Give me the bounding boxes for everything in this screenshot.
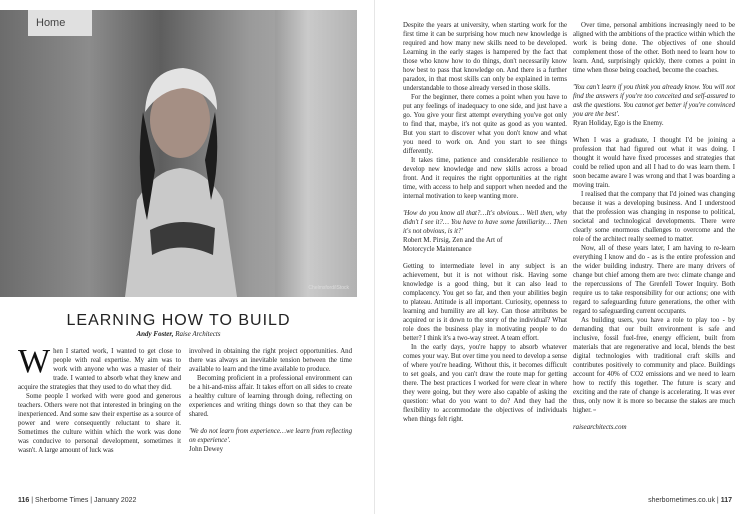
footer-right <box>648 497 732 504</box>
pull-quote: 'We do not learn from experience…we learn from reflecting on experience'. <box>189 428 352 444</box>
paragraph: Now, all of these years later, I am having to re-learn everything I know and do - as is the entire profession and the wider building industry. There are many drivers of change but chief among them are two: climate change and the repercussions of The Grenfell Tower Inquiry. Both require us to take responsibility for our actions; one with regard to safeguarding future generations, the other with regard to safeguarding current occupants. <box>573 245 735 315</box>
author-name: Andy Foster, <box>136 330 174 338</box>
left-column-1 <box>18 343 181 455</box>
pull-quote: 'You can't learn if you think you already know. You will not find the answers if you're too conceited and self-assured to ask the questions. You cannot get better if you're convinced you are the best'. <box>573 84 735 118</box>
worker-figure-illustration <box>95 50 265 297</box>
paragraph: It takes time, patience and considerable resilience to develop new knowledge and new skills across a broad front. And it requires the right opportunities at the right time, with access to help and support when needed and the internal motivation to keep wanting more. <box>403 157 567 200</box>
paragraph: I realised that the company that I'd joined was changing because it was a developing business. And I understood that the profession was changing in response to political, societal and technological developments. There were clearly some enormous challenges to overcome and the role of the architect really seemed to matter. <box>573 191 735 243</box>
paragraph: hen I started work, I wanted to get close to people with real expertise. My aim was to work with anyone who was a master of their trade. I wanted to absorb what they knew and acquire the strategies that they used to do what they did. <box>18 348 181 391</box>
page-number: 116 <box>18 497 30 504</box>
page-number: 117 <box>720 497 732 504</box>
paragraph: Getting to intermediate level in any subject is an achievement, but it is not without risk. Having some knowledge is a good thing, but it can also lead to complacency. You get so far, and then your abilities begin to plateau. Attitude is all important. Curiosity, openness to learning and humility are all key. Can those attributes be acquired or is it down to the story of the individual? What role does the business play in motivating people to do better? I think it's a two-way street. A team effort. <box>403 263 567 342</box>
byline <box>0 330 357 338</box>
section-tab-home[interactable]: Home <box>28 10 92 36</box>
footer-publication: | Sherborne Times | January 2022 <box>31 497 137 504</box>
article-photo <box>0 10 357 297</box>
pull-quote: 'How do you know all that?…It's obvious… Well then, why didn't I see it?… You have to have some familiarity… Then it's not obvious, is it?' <box>403 210 567 235</box>
author-organisation: Raise Architects <box>175 330 221 338</box>
photo-wall <box>275 10 357 297</box>
paragraph: When I was a graduate, I thought I'd be joining a profession that had figured out what it was doing. I thought it would have fixed processes and strategies that could be relied upon and all I had to do was learn them. I soon became aware I was wrong and that I was boarding a moving train. <box>573 137 735 189</box>
paragraph: Some people I worked with were good and generous teachers. Others were not that interested in bringing on the inexperienced. And some saw their expertise as a source of power and were consequently reluctant to share it. Sometimes the culture within which the work was done was conducive to personal development, sometimes it wasn't. A large amount of luck was <box>18 393 181 454</box>
quote-attribution: John Dewey <box>189 446 224 453</box>
photo-credit: Chelmsford/iStock <box>308 285 349 291</box>
right-column-2 <box>573 21 735 432</box>
footer-website: sherbornetimes.co.uk | <box>648 497 719 504</box>
paragraph: For the beginner, there comes a point when you have to put any feelings of inadequacy to one side, and just have a go. You give your first attempt everything you've got only to find that, maybe, it's not quite as good as you wanted. But you start to discover what you don't know and what you need to work on. And you start to see things differently. <box>403 94 567 155</box>
drop-cap: W <box>18 343 51 380</box>
right-column-1 <box>403 21 567 424</box>
quote-attribution: Robert M. Pirsig, Zen and the Art of <box>403 237 503 244</box>
paragraph: As building users, you have a role to play too - by demanding that our built environment is safe and inclusive, fossil fuel-free, energy efficient, built from materials that are regenerative and local, blends the best digital technologies with traditional craft skills and contributes positively to community and place. Buildings account for 40% of CO2 emissions and we need to learn how to rectify this together. The future is scary and exciting and the rate of change is accelerating. It was ever thus, only now it is more so because the stakes are much higher. ▫ <box>573 317 735 414</box>
left-column-2 <box>189 347 352 454</box>
paragraph: Despite the years at university, when starting work for the first time it can be surprising how much new knowledge is required and how many new skills need to be developed. Learning in the early stages is hampered by the fact that those who know how to do things, don't necessarily know how best to pass that knowledge on. And there is a further paradox, in that most skills can only be explained in terms understandable to those already versed in those skills. <box>403 22 567 92</box>
website-link[interactable]: raisearchitects.com <box>573 424 627 431</box>
paragraph: Becoming proficient in a professional environment can be a hit-and-miss affair. It takes effort on all sides to create a healthy culture of learning through doing, reflecting on experiences and writing things down so that they can be shared. <box>189 375 352 418</box>
paragraph: involved in obtaining the right project opportunities. And there was always an inevitable tension between the time available to learn and the time available to produce. <box>189 348 352 373</box>
footer-left <box>18 497 136 504</box>
article-title: LEARNING HOW TO BUILD <box>66 312 291 329</box>
paragraph: Over time, personal ambitions increasingly need to be aligned with the ambitions of the practice within which the work is being done. The objectives of one should complement those of the other. Both need to learn how to learn. And, surprisingly quickly, there comes a point in time when those being coached, become the coaches. <box>573 22 735 74</box>
paragraph: In the early days, you're happy to absorb whatever comes your way. But over time you need to develop a sense of where you're heading. Without this, it becomes difficult to set goals, and you can't draw the route map for getting there. The best practices I worked for were clear in where they were going, but they were also capable of asking the question: what do you want to do? And they had the flexibility to accommodate the objectives of individuals when things felt right. <box>403 344 567 423</box>
quote-attribution: Motorcycle Maintenance <box>403 246 472 253</box>
right-page <box>375 0 750 514</box>
quote-attribution: Ryan Holiday, Ego is the Enemy. <box>573 120 664 127</box>
